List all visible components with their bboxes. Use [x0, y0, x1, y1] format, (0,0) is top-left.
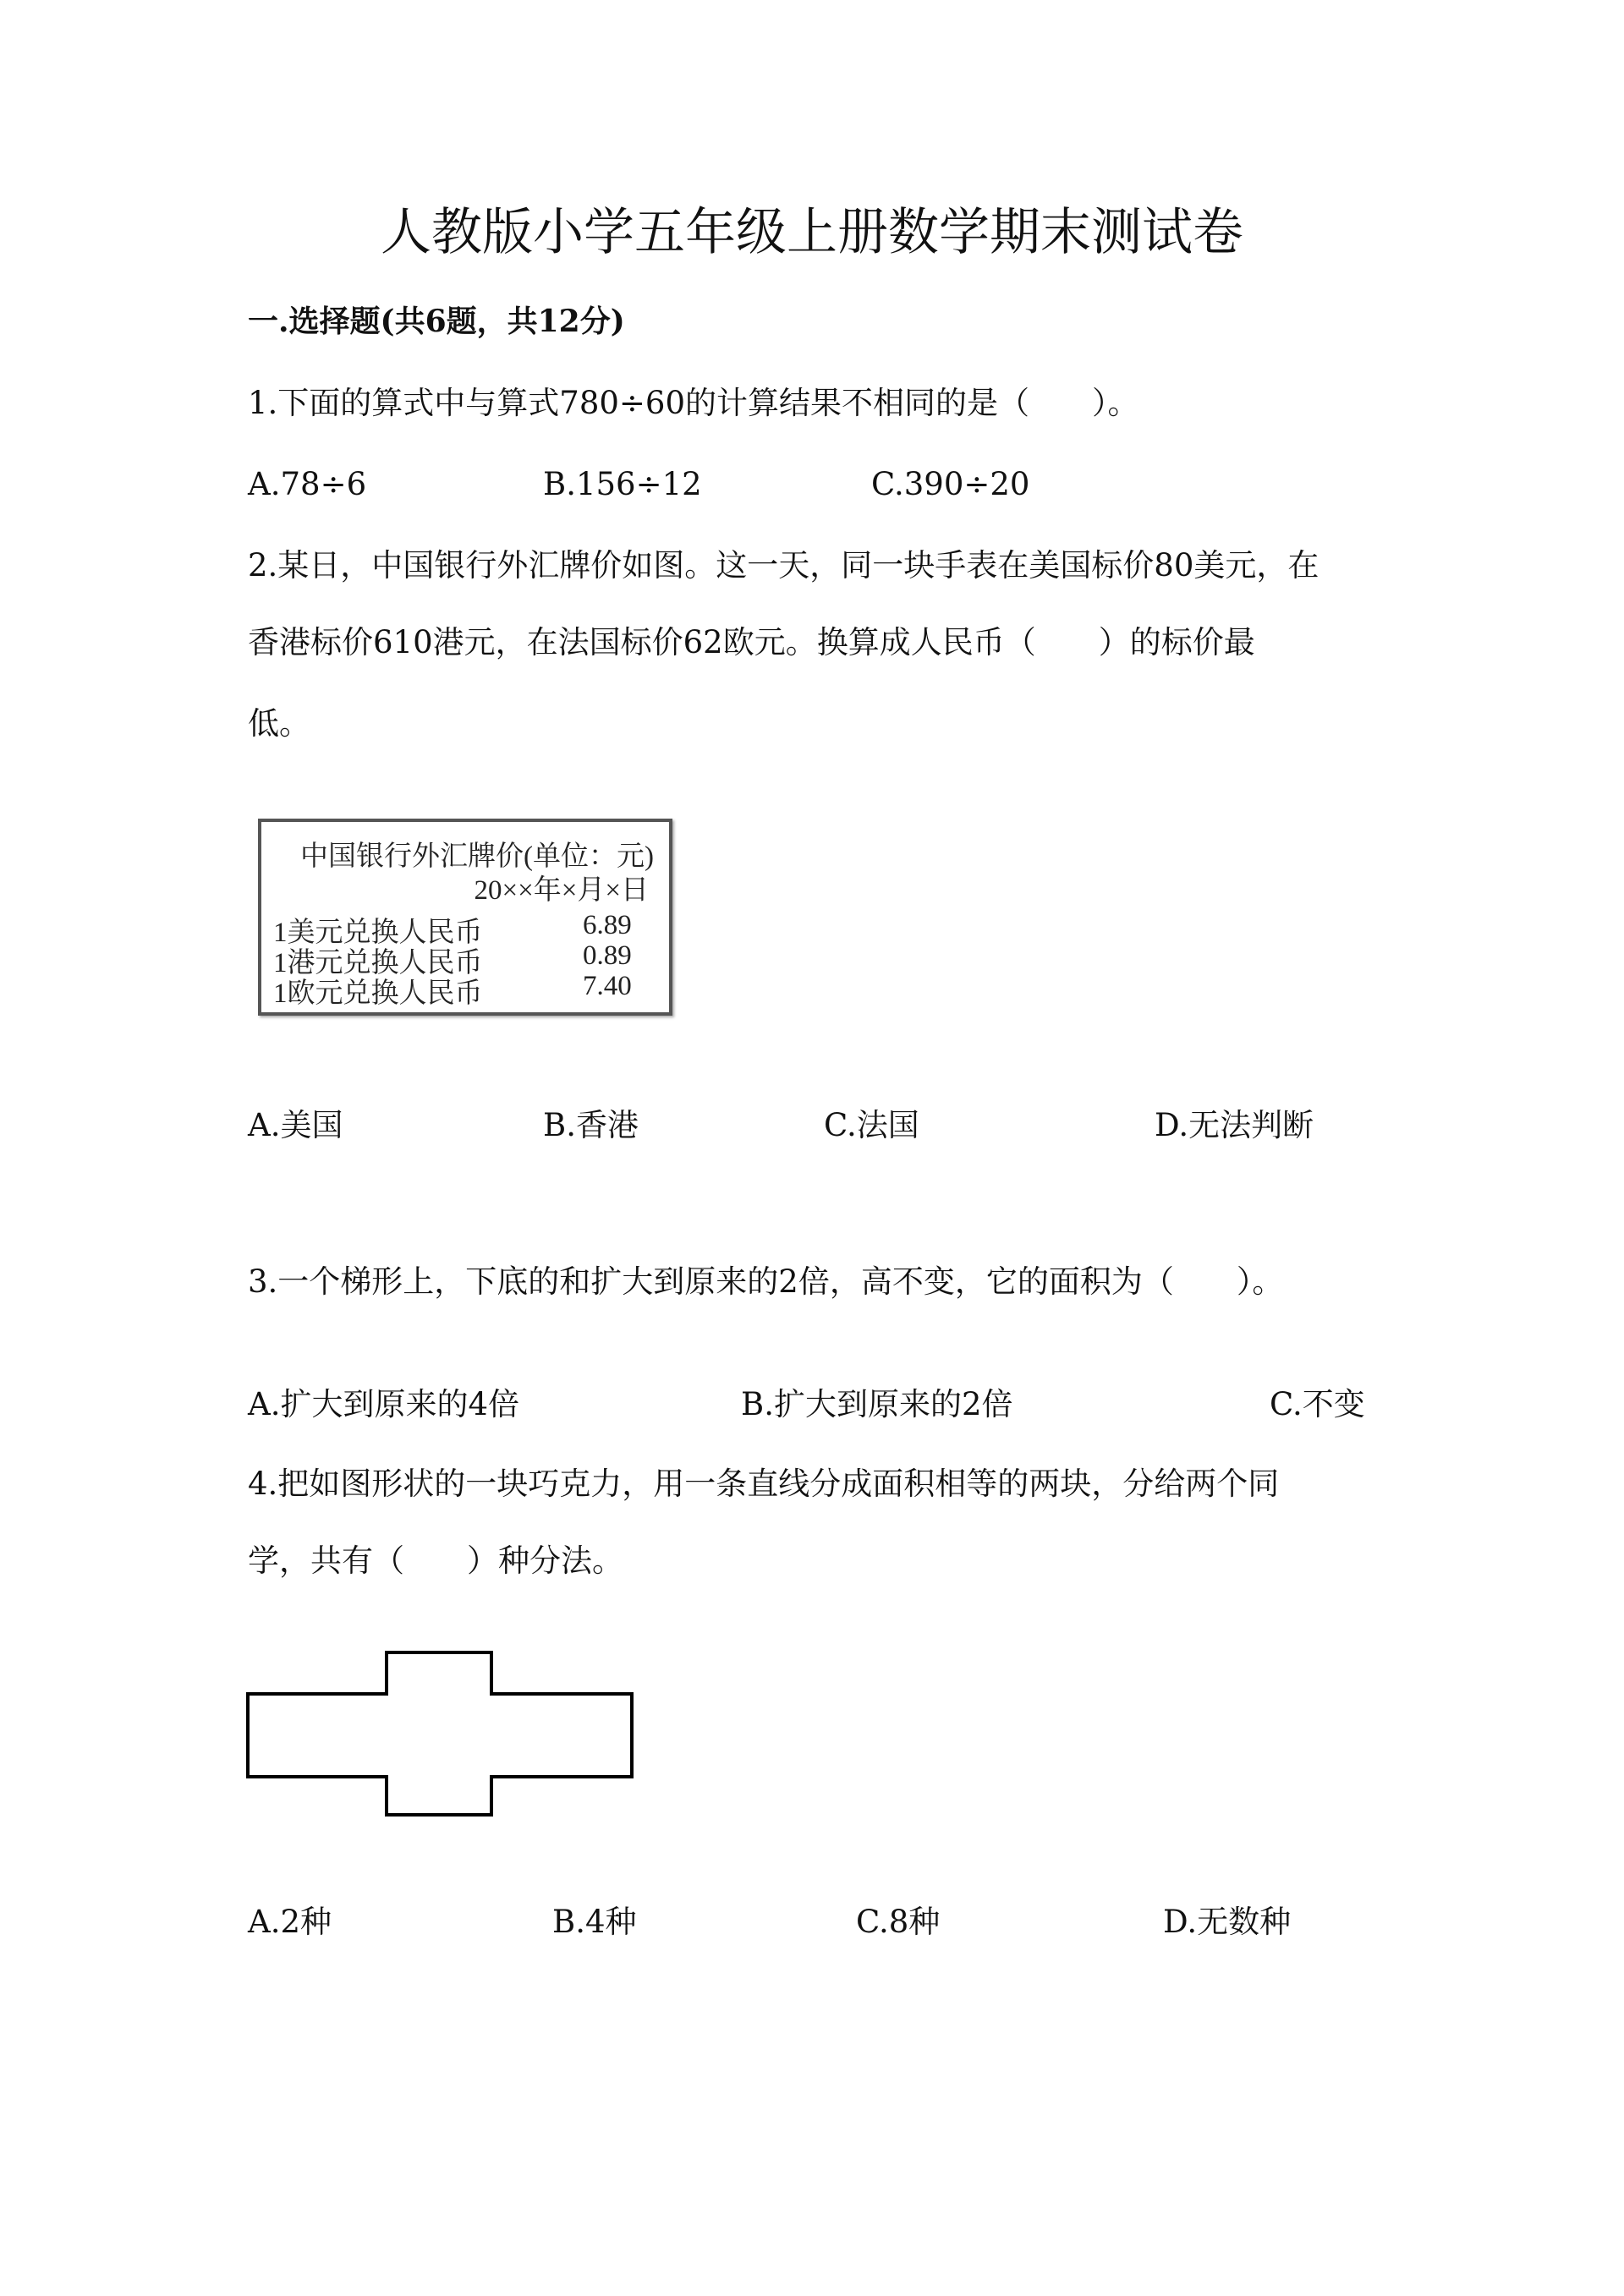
question-2-stem-line2: 香港标价610港元，在法国标价62欧元。换算成人民币（ ）的标价最 — [248, 624, 1255, 660]
question-4-stem-line1: 4.把如图形状的一块巧克力，用一条直线分成面积相等的两块，分给两个同 — [248, 1466, 1280, 1502]
q1-option-a: A.78÷6 — [248, 466, 367, 502]
rate-row-value: 7.40 — [583, 971, 632, 1001]
q2-option-b: B.香港 — [543, 1107, 639, 1143]
figure-date: 20××年×月×日 — [474, 875, 649, 906]
q4-option-c: C.8种 — [856, 1904, 941, 1940]
question-2-stem-line1: 2.某日，中国银行外汇牌价如图。这一天，同一块手表在美国标价80美元，在 — [248, 547, 1320, 584]
q2-option-d: D.无法判断 — [1155, 1107, 1314, 1143]
q2-option-c: C.法国 — [824, 1107, 919, 1143]
q2-option-a: A.美国 — [248, 1107, 343, 1143]
q4-option-d: D.无数种 — [1163, 1904, 1292, 1940]
q1-option-b: B.156÷12 — [543, 466, 702, 502]
q3-option-a: A.扩大到原来的4倍 — [248, 1386, 520, 1422]
cross-shape-figure — [237, 1641, 643, 1827]
chocolate-cross-shape — [248, 1652, 632, 1815]
rate-row-label: 1美元兑换人民币 — [273, 918, 483, 948]
exchange-rate-figure — [258, 819, 672, 1016]
rate-row-label: 1港元兑换人民币 — [273, 948, 483, 978]
q3-option-b: B.扩大到原来的2倍 — [741, 1386, 1013, 1422]
rate-row-value: 0.89 — [583, 940, 632, 971]
rate-row-label: 1欧元兑换人民币 — [273, 978, 483, 1009]
page-title: 人教版小学五年级上册数学期末测试卷 — [381, 203, 1243, 262]
rate-row-value: 6.89 — [583, 910, 632, 940]
q4-option-a: A.2种 — [248, 1904, 332, 1940]
q4-option-b: B.4种 — [552, 1904, 637, 1940]
question-1-stem: 1.下面的算式中与算式780÷60的计算结果不相同的是（ ）。 — [248, 385, 1139, 421]
question-4-stem-line2: 学，共有（ ）种分法。 — [248, 1543, 623, 1579]
question-2-stem-line3: 低。 — [248, 705, 310, 742]
figure-heading: 中国银行外汇牌价(单位：元) — [300, 841, 654, 872]
section-heading: 一.选择题(共6题，共12分) — [248, 304, 625, 339]
q1-option-c: C.390÷20 — [871, 466, 1030, 502]
q3-option-c: C.不变 — [1270, 1386, 1365, 1422]
question-3-stem: 3.一个梯形上，下底的和扩大到原来的2倍，高不变，它的面积为（ ）。 — [248, 1263, 1284, 1300]
